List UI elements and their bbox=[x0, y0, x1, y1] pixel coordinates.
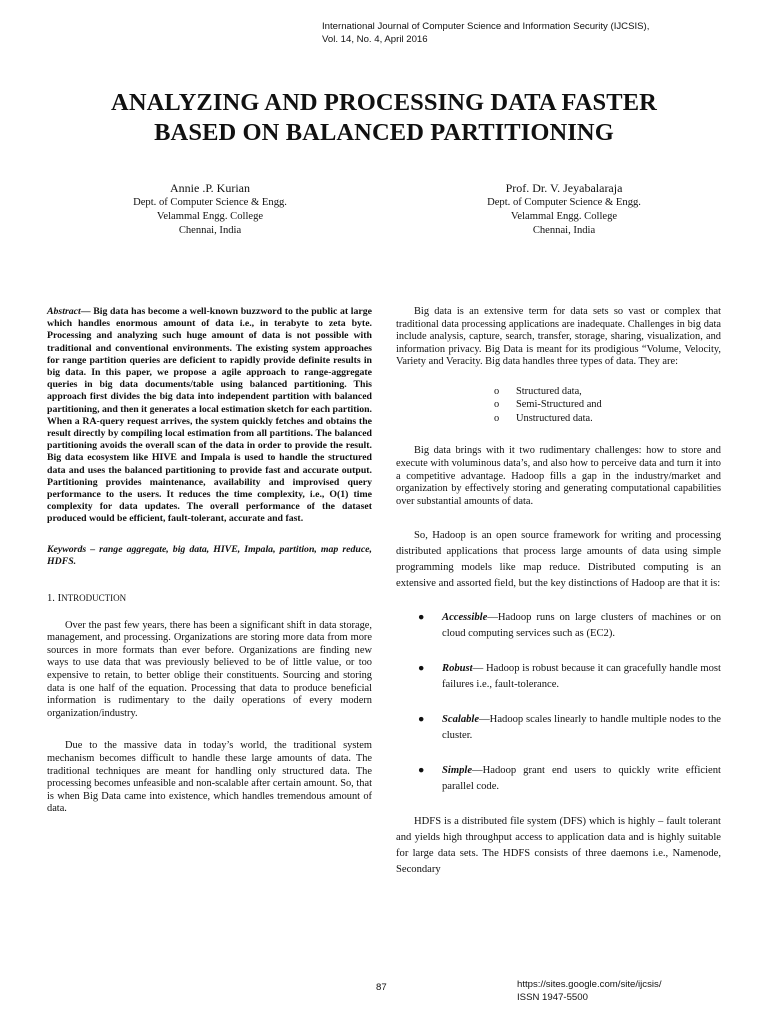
feature-term: Robust bbox=[442, 663, 473, 675]
list-item bbox=[396, 610, 721, 642]
feature-term: Accessible bbox=[442, 612, 488, 624]
feature-text: — Hadoop is robust because it can gracefully handle most failures i.e., fault-tolerance. bbox=[442, 663, 721, 691]
bullet-icon: ● bbox=[418, 714, 425, 726]
section-number: 1. I bbox=[47, 593, 62, 605]
abstract-label: Abstract bbox=[47, 306, 81, 317]
bullet-icon: ● bbox=[418, 663, 425, 675]
page-number: 87 bbox=[376, 982, 387, 993]
journal-header bbox=[322, 20, 649, 46]
author-college: Velammal Engg. College bbox=[156, 211, 264, 222]
hadoop-paragraph: So, Hadoop is an open source framework for writing and processing distributed applications that process large amounts of data using simple programming models like map reduce. Distributed computing is an extensive and assorted field, but the key distinctions of Hadoop are that it is: bbox=[396, 530, 721, 590]
data-types-list bbox=[396, 385, 721, 426]
footer-issn: ISSN 1947-5500 bbox=[517, 992, 588, 1003]
feature-text: —Hadoop runs on large clusters of machines or on cloud computing services such as (EC2). bbox=[442, 612, 721, 640]
title-line-1: ANALYZING AND PROCESSING DATA FASTER bbox=[111, 89, 657, 116]
list-item: o Structured data, bbox=[494, 385, 582, 397]
title-line-2: BASED ON BALANCED PARTITIONING bbox=[154, 119, 614, 146]
circle-bullet-icon: o bbox=[494, 385, 500, 397]
footer-info bbox=[517, 978, 662, 1004]
intro-paragraph-1: Over the past few years, there has been a significant shift in data storage, management, and processing. Organizations are storing more data from more sources in more formats than ever before. Organizations are finding new ways to use data that was previously believed to be of little value, or too expensive to retain, to better oblige their constituents. Sourcing and storing data is one half of the equation. Processing that data to produce beneficial information is rudimentary to the daily operations of every modern organization/industry. bbox=[47, 619, 372, 719]
list-item bbox=[396, 661, 721, 693]
feature-text: —Hadoop grant end users to quickly write efficient parallel code. bbox=[442, 765, 721, 793]
journal-volume: Vol. 14, No. 4, April 2016 bbox=[322, 34, 428, 45]
hdfs-paragraph: HDFS is a distributed file system (DFS) which is highly – fault tolerant and yields high throughput access to application data and is highly suitable for large data sets. The HDFS consists of three daemons i.e., Namenode, Secondary bbox=[396, 816, 721, 876]
circle-bullet-icon: o bbox=[494, 399, 500, 411]
list-item bbox=[396, 763, 721, 795]
author-name: Prof. Dr. V. Jeyabalaraja bbox=[505, 181, 623, 195]
abstract-dash: — bbox=[80, 306, 94, 317]
keywords: Keywords – range aggregate, big data, HIVE, Impala, partition, map reduce, HDFS. bbox=[47, 543, 372, 567]
feature-term: Scalable bbox=[442, 714, 480, 726]
footer-url: https://sites.google.com/site/ijcsis/ bbox=[517, 979, 662, 990]
left-column bbox=[47, 306, 372, 816]
section-title: NTRODUCTION bbox=[61, 593, 127, 604]
list-item: o Semi-Structured and bbox=[494, 399, 602, 411]
hadoop-features-list bbox=[396, 610, 721, 795]
list-item bbox=[396, 712, 721, 744]
list-item: o Unstructured data. bbox=[494, 412, 593, 424]
author-name: Annie .P. Kurian bbox=[170, 181, 250, 195]
journal-name: International Journal of Computer Science and Information Security (IJCSIS), bbox=[322, 21, 650, 32]
intro-paragraph-2: Due to the massive data in today’s world, the traditional system mechanism becomes difficult to handle these large amounts of data. The traditional techniques are meant for handling only structured data. The processing becomes unfeasible and non-scalable after certain amount. So, that is when Big Data came into existence, which handles tremendous amount of data. bbox=[47, 740, 372, 815]
abstract-text: Big data has become a well-known buzzword to the public at large which handles enormous amount of data i.e., in terabyte to zeta byte. Processing and analyzing such huge amount of data is not possible with traditional and conventional environments. The existing system approaches for range partition queries are deficient to rapidly provide definite results in big data. In this paper, we propose a agile approach to range-aggregate queries in big data documents/table using balanced partitioning. This approach first divides the big data into independent partition with balanced partitioning, and then it generates a local estimation sketch for each partition. When a RA-query request arrives, the system quickly fetches and obtains the result directly by compiling local estimation from all partitions. The balanced partitioning avoids the overall scan of the data in order to provide the result. Big data ecosystem like HIVE and Impala is used to handle the structured data and uses the balanced partitioning to provide fast and accurate output. Partitioning provides maintenance, availability and improvised query performance to the users. It reduces the time complexity, i.e., O(1) time complexity for data updates. The overall performance of the dataset produced would be efficient, fault-tolerant, accurate and fast. bbox=[47, 306, 373, 525]
section-heading-introduction bbox=[47, 592, 372, 606]
author-college: Velammal Engg. College bbox=[510, 211, 618, 222]
bullet-icon: ● bbox=[418, 612, 425, 624]
feature-term: Simple bbox=[442, 765, 473, 777]
author-block-1 bbox=[60, 180, 360, 238]
author-city: Chennai, India bbox=[178, 225, 242, 236]
author-dept: Dept. of Computer Science & Engg. bbox=[133, 197, 287, 208]
author-block-2 bbox=[414, 180, 714, 238]
author-dept: Dept. of Computer Science & Engg. bbox=[487, 197, 641, 208]
challenges-paragraph: Big data brings with it two rudimentary challenges: how to store and execute with voluminous data’s, and also how to perceive data and turn it into a competitive advantage. Hadoop fills a gap in the industry/market and organization by effectively storing and generating computational capabilities over substantial amounts of data. bbox=[396, 445, 721, 507]
bullet-icon: ● bbox=[418, 765, 425, 777]
circle-bullet-icon: o bbox=[494, 412, 500, 424]
feature-text: —Hadoop scales linearly to handle multiple nodes to the cluster. bbox=[442, 714, 721, 742]
right-column bbox=[396, 306, 721, 878]
abstract bbox=[47, 306, 372, 526]
bigdata-paragraph: Big data is an extensive term for data sets so vast or complex that traditional data processing applications are inadequate. Challenges in big data include analysis, capture, search, transfer, storage, sharing, visualization, and information privacy. Big Data is meant for its prodigious “Volume, Velocity, Variety and Veracity. Big data handles three types of data. They are: bbox=[396, 306, 721, 368]
author-city: Chennai, India bbox=[532, 225, 596, 236]
paper-title bbox=[40, 88, 728, 148]
